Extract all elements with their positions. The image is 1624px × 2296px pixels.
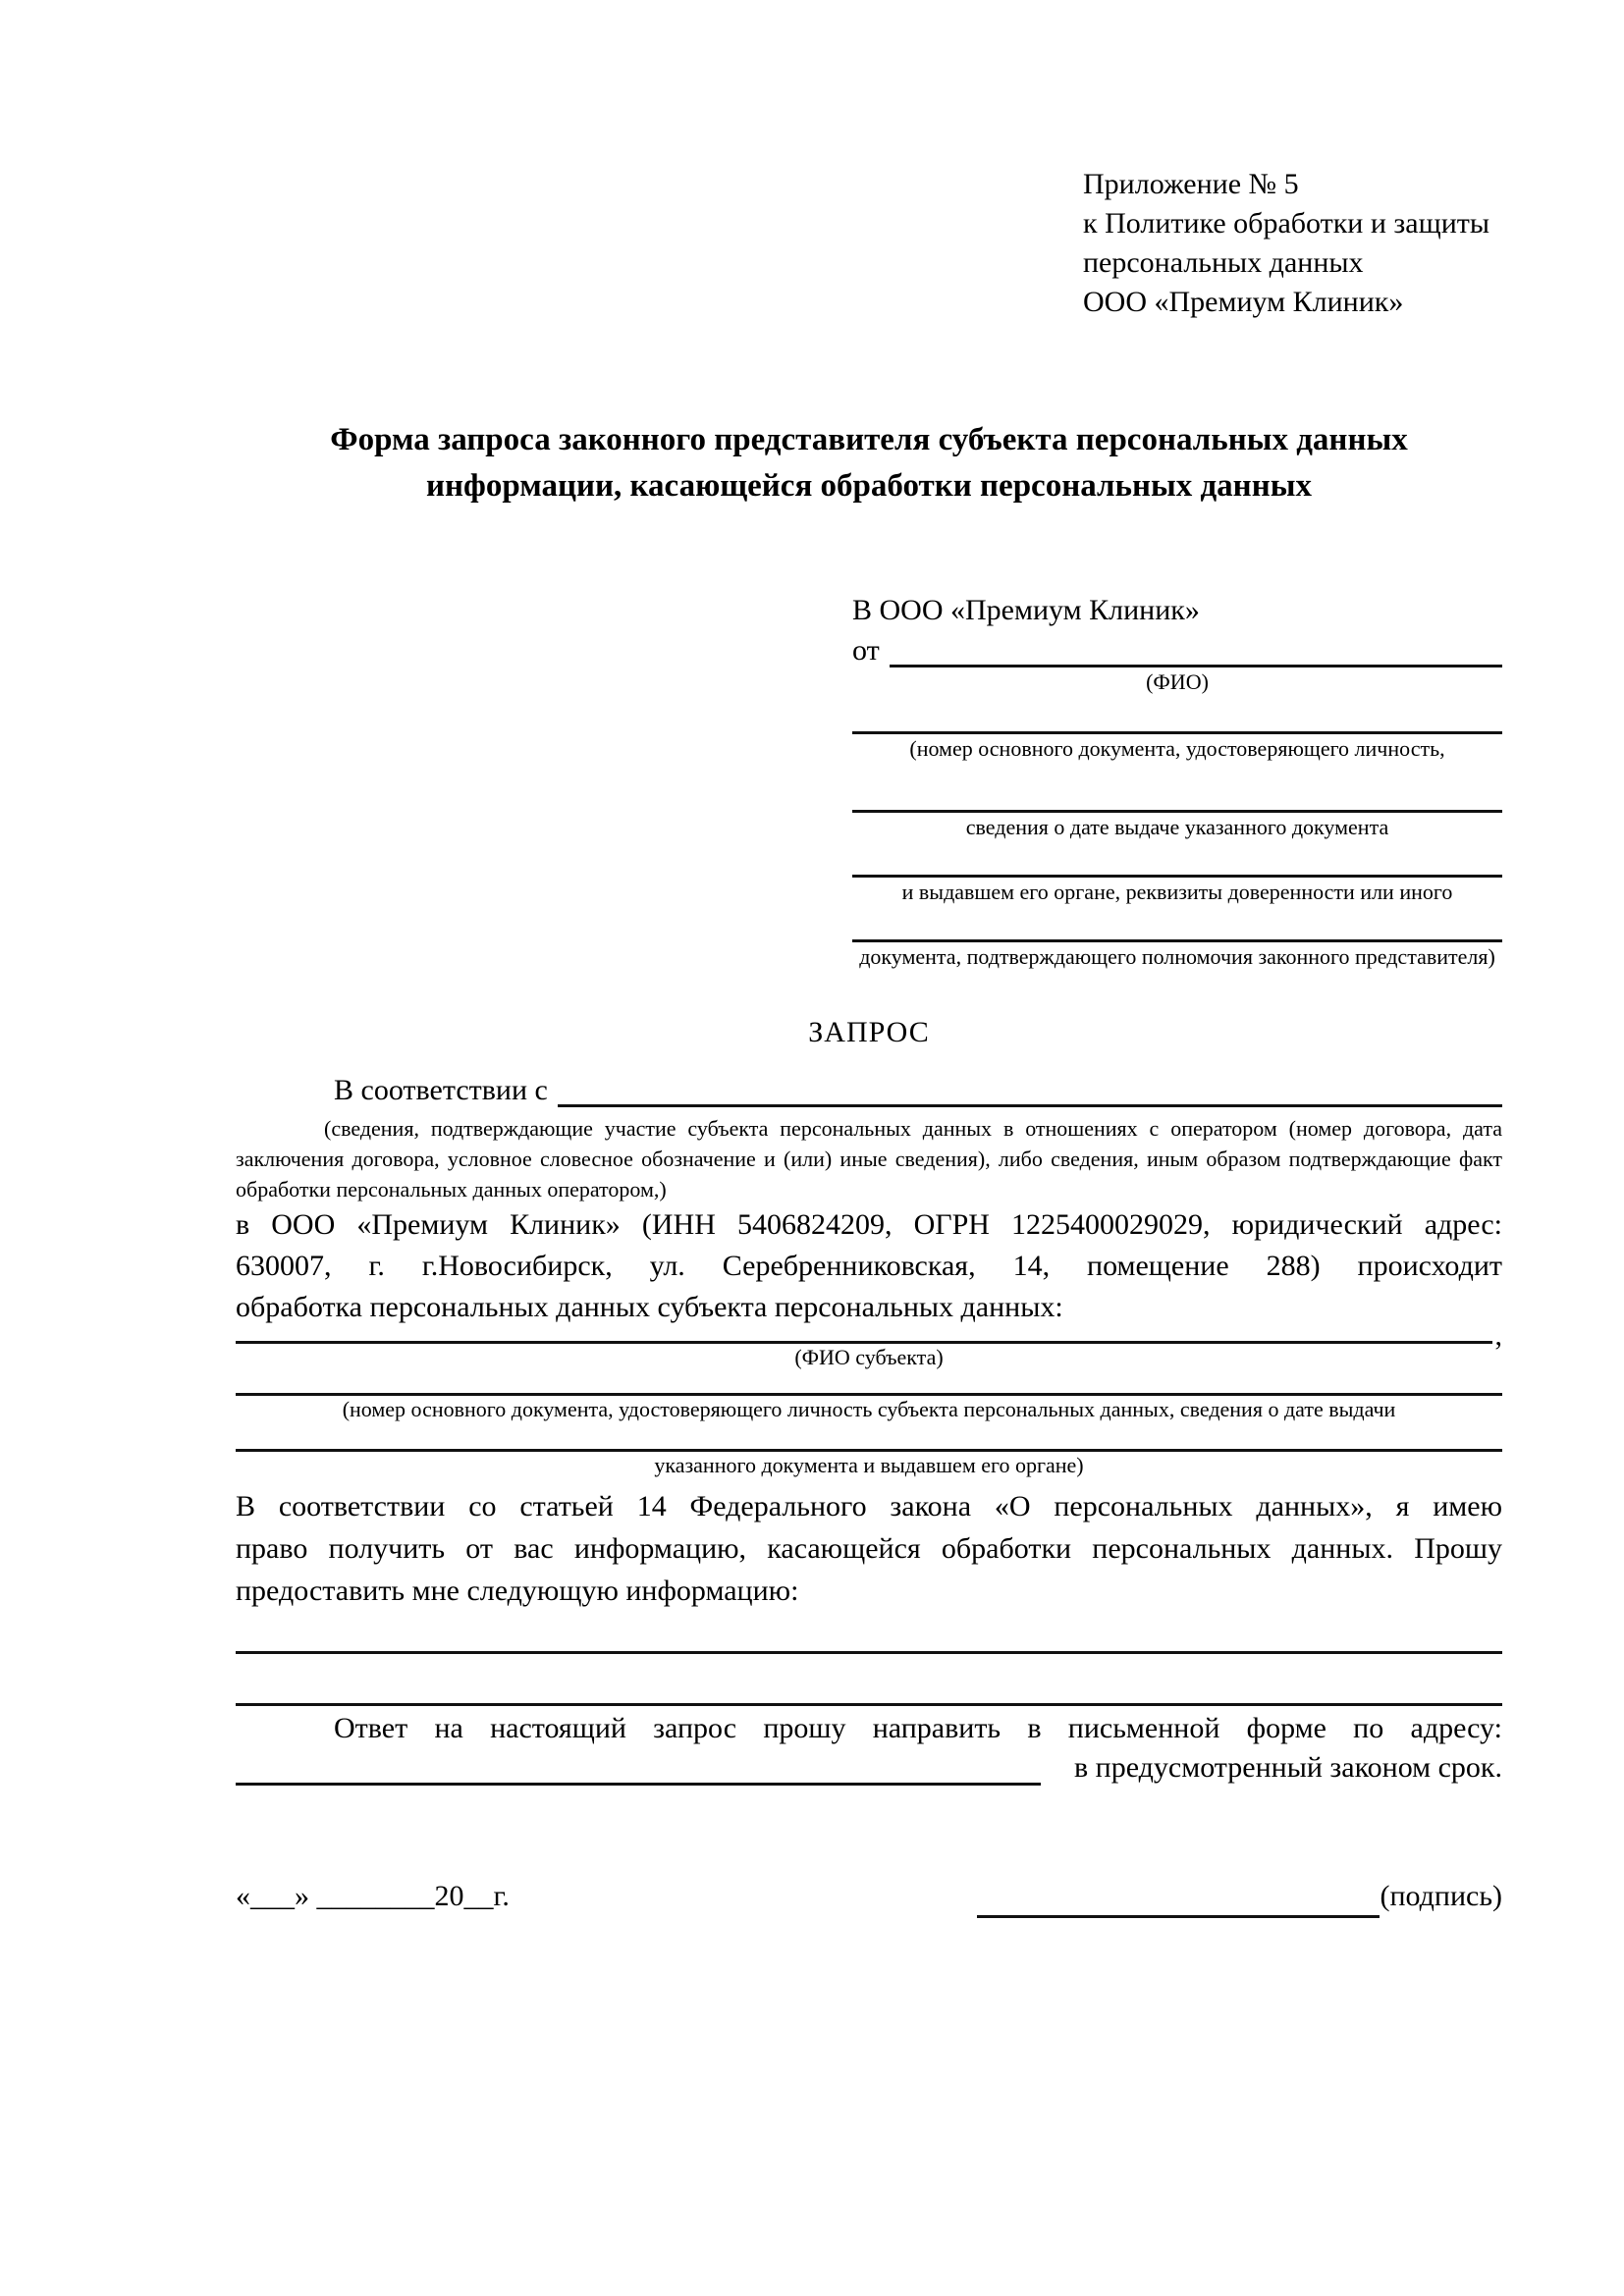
from-label: от (852, 634, 880, 667)
document-title (236, 417, 1502, 509)
reply-address-fill-line (236, 1783, 1041, 1786)
document-title-line: информации, касающейся обработки персональных данных (426, 468, 1312, 504)
subject-doc-caption: (номер основного документа, удостоверяющего личность субъекта персональных данных, сведения о дате выдачи (342, 1397, 1396, 1421)
operator-paragraph-line: в ООО «Премиум Клиник» (ИНН 5406824209, ОГРН 1225400029029, юридический адрес: (236, 1208, 1502, 1241)
addressee-block (852, 589, 1502, 972)
opening-label: В соответствии с (334, 1074, 548, 1106)
relationship-note (236, 1113, 1502, 1204)
appendix-block (1083, 165, 1502, 322)
appendix-line: персональных данных (1083, 246, 1364, 279)
subject-doc-fill-line (236, 1371, 1502, 1396)
representative-doc-caption: и выдавшем его органе, реквизиты доверенности или иного (901, 880, 1453, 904)
operator-paragraph-line: обработка персональных данных субъекта персональных данных: (236, 1291, 1063, 1323)
representative-doc-fill-line (852, 907, 1502, 942)
signature-row (236, 1874, 1502, 1918)
representative-doc-caption: документа, подтверждающего полномочия законного представителя) (859, 944, 1495, 969)
note-line: (сведения, подтверждающие участие субъекта персональных данных в отношениях с оператором (номер договора, дата (324, 1116, 1502, 1141)
law-paragraph-line: В соответствии со статьей 14 Федерального закона «О персональных данных», я имею (236, 1490, 1502, 1522)
appendix-line: к Политике обработки и защиты (1083, 207, 1490, 240)
request-heading: ЗАПРОС (808, 1016, 930, 1048)
signature-fill-line (977, 1882, 1380, 1918)
signature-area (977, 1874, 1502, 1918)
representative-doc-fill-line (852, 764, 1502, 813)
document-title-line: Форма запроса законного представителя субъекта персональных данных (330, 422, 1408, 457)
reply-deadline-text: в предусмотренный законом срок. (1074, 1751, 1502, 1784)
law-paragraph (236, 1485, 1502, 1612)
subject-fio-caption: (ФИО субъекта) (794, 1345, 944, 1369)
page-content (236, 0, 1502, 1918)
opening-fill-line (558, 1104, 1502, 1107)
information-fill-line (236, 1612, 1502, 1654)
reply-address-line: Ответ на настоящий запрос прошу направить в письменной форме по адресу: (334, 1712, 1502, 1744)
appendix-line: Приложение № 5 (1083, 168, 1299, 200)
date-placeholder: «___» ________20__г. (236, 1880, 510, 1912)
addressee-from-row (852, 632, 1502, 667)
signature-caption: (подпись) (1380, 1880, 1502, 1912)
law-paragraph-line: право получить от вас информацию, касающейся обработки персональных данных. Прошу (236, 1532, 1502, 1565)
representative-doc-caption: (номер основного документа, удостоверяющего личность, (909, 736, 1445, 761)
representative-doc-fill-line (852, 842, 1502, 878)
subject-fio-comma: , (1494, 1319, 1502, 1352)
note-line: обработки персональных данных оператором,) (236, 1177, 667, 1201)
reply-deadline-row (236, 1750, 1502, 1786)
operator-paragraph-line: 630007, г. г.Новосибирск, ул. Серебренниковская, 14, помещение 288) происходит (236, 1250, 1502, 1282)
subject-doc-caption: указанного документа и выдавшем его органе) (654, 1453, 1084, 1477)
subject-doc-fill-line (236, 1423, 1502, 1452)
appendix-line: ООО «Премиум Клиник» (1083, 286, 1404, 318)
representative-doc-caption: сведения о дате выдаче указанного документа (965, 815, 1389, 839)
law-paragraph-line: предоставить мне следующую информацию: (236, 1575, 799, 1607)
representative-doc-fill-line (852, 697, 1502, 734)
opening-row (236, 1072, 1502, 1107)
fio-caption: (ФИО) (1146, 669, 1209, 694)
addressee-to: В ООО «Премиум Клиник» (852, 594, 1200, 626)
note-line: заключения договора, условное словесное обозначение и (или) иные сведения), либо сведения, иным образом подтверждающие факт (236, 1147, 1502, 1171)
operator-paragraph (236, 1204, 1502, 1328)
information-fill-line (236, 1654, 1502, 1706)
subject-fio-row (236, 1319, 1502, 1352)
